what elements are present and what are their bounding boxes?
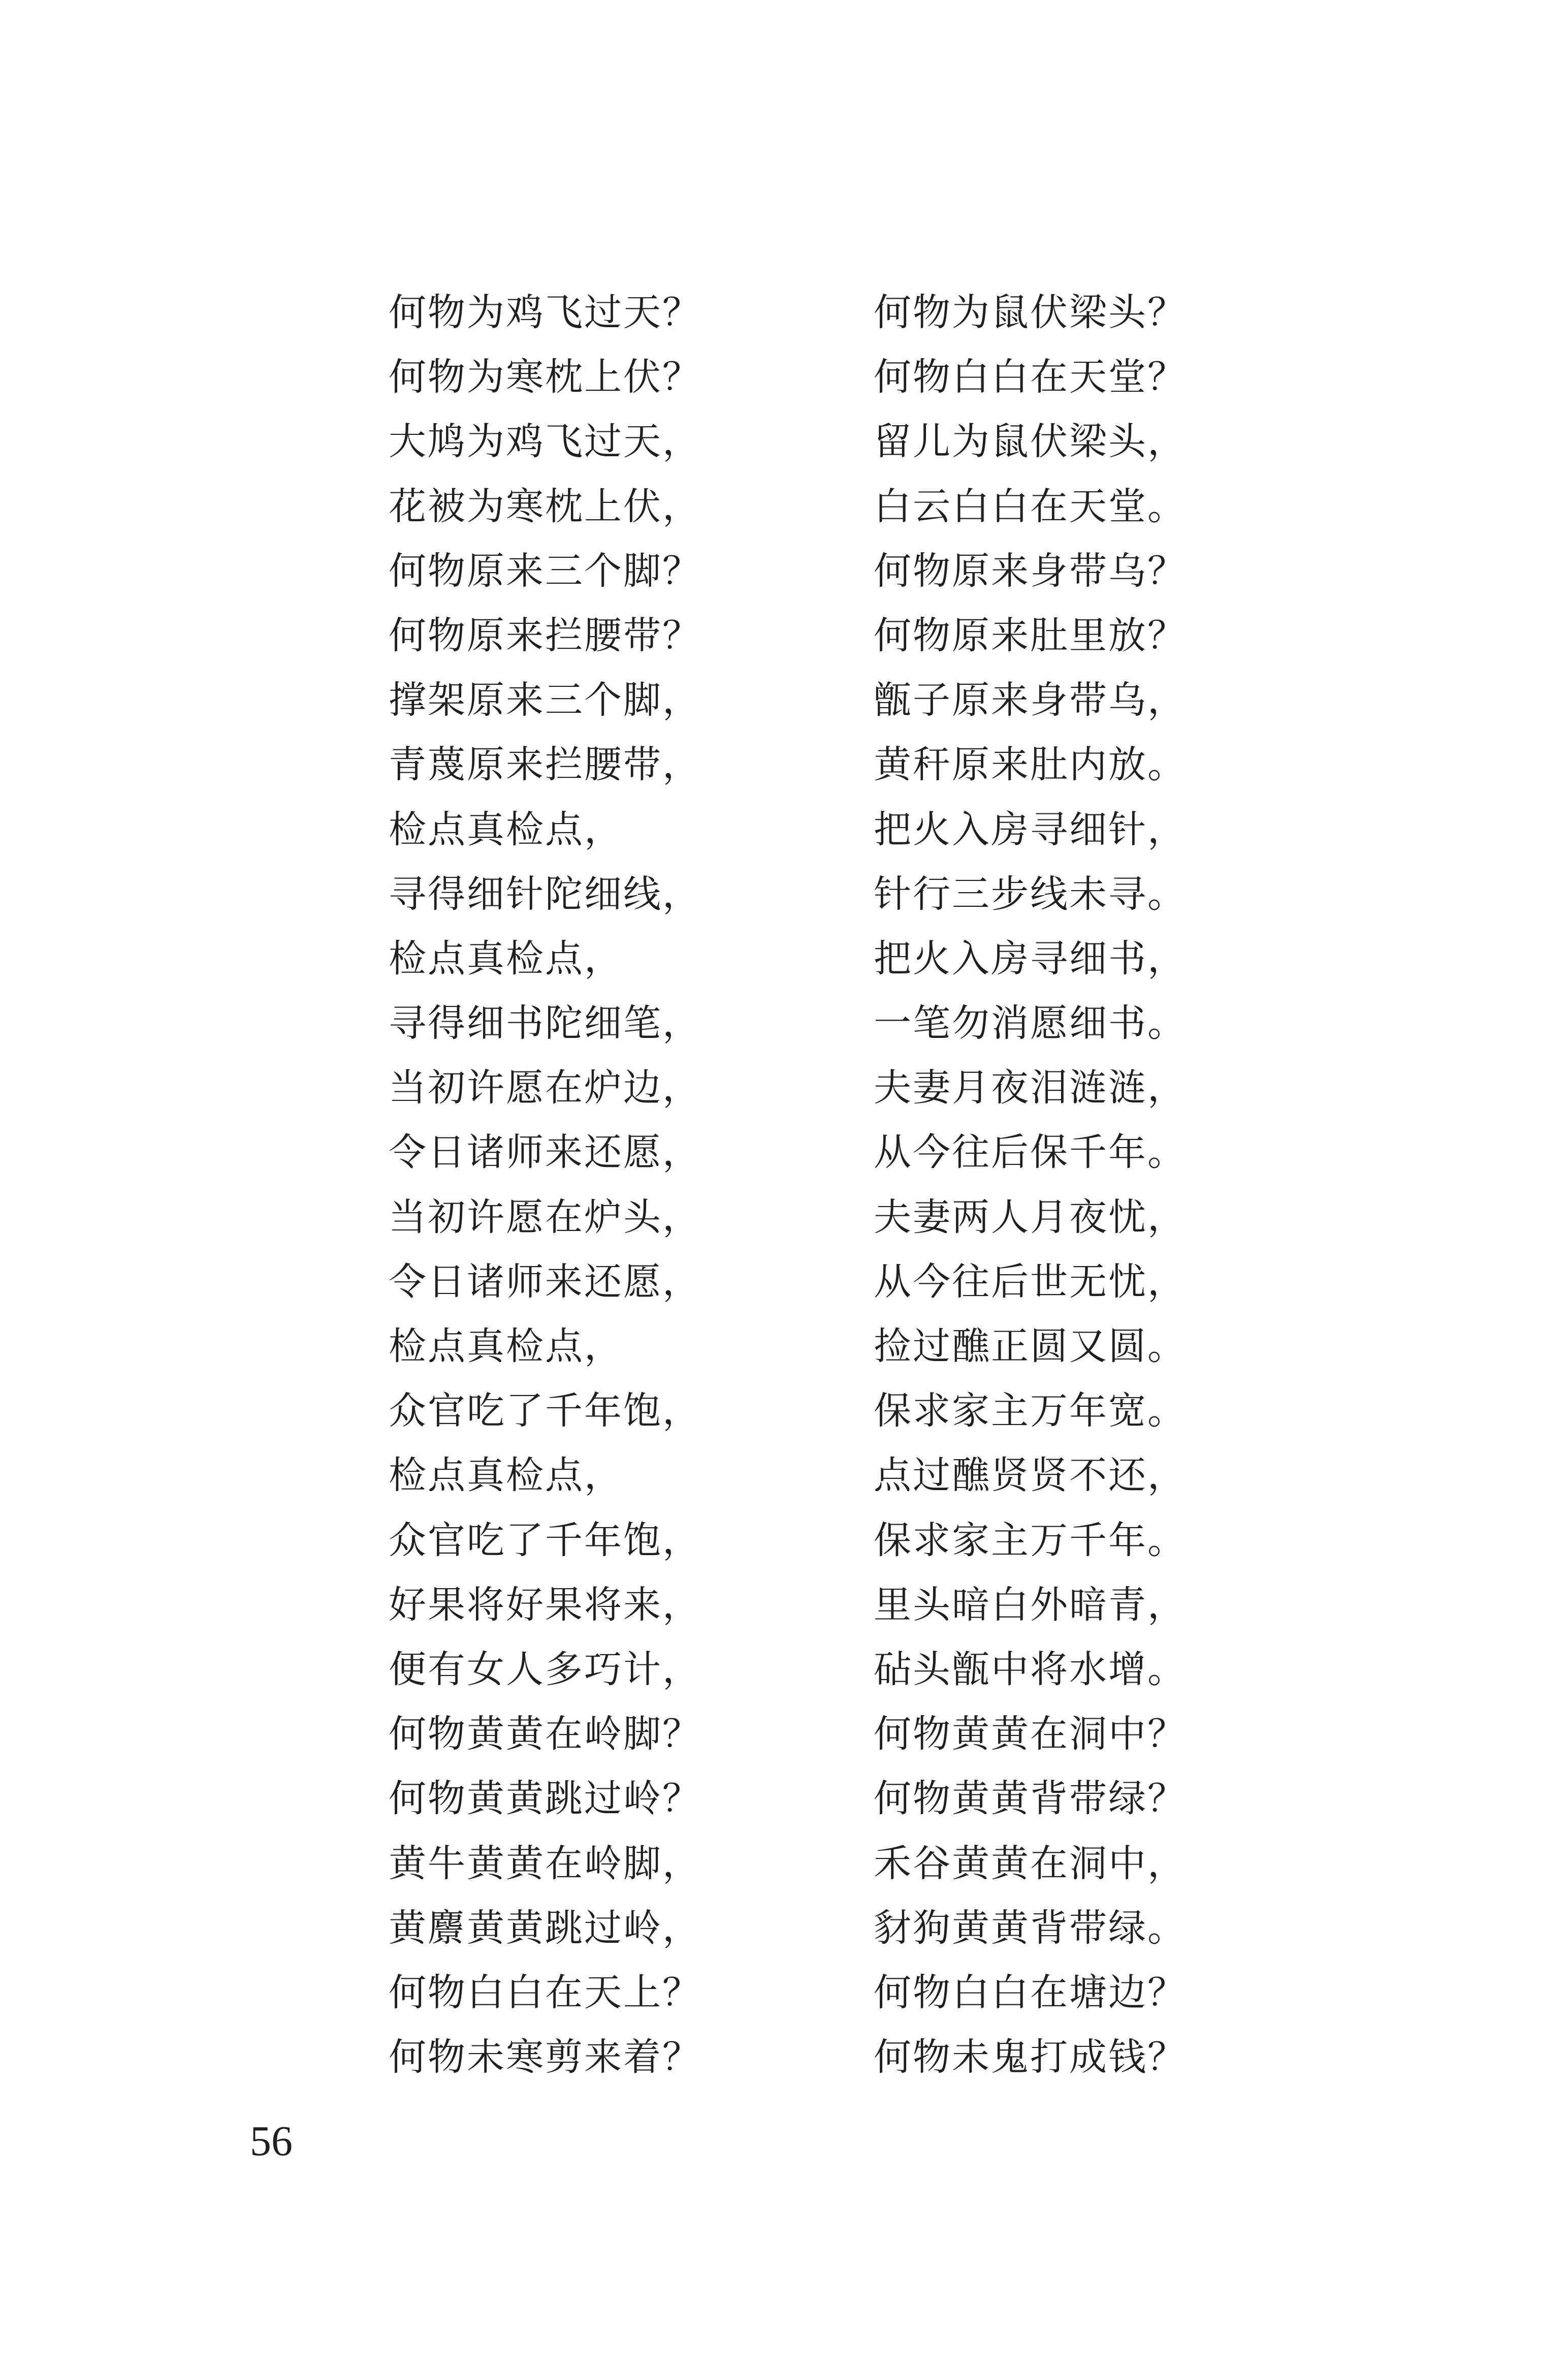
verse-line: 检点真检点， <box>389 1324 623 1368</box>
poem-right-column <box>874 280 1331 2090</box>
verse-line: 何物白白在天上？ <box>389 1970 701 2014</box>
verse-line: 青蔑原来拦腰带， <box>389 743 701 787</box>
verse-line: 捡过醮正圆又圆。 <box>874 1324 1187 1368</box>
verse-line: 令日诸师来还愿， <box>389 1130 701 1175</box>
verse-line: 大鸠为鸡飞过天， <box>389 420 701 464</box>
verse-line: 众官吃了千年饱， <box>389 1389 701 1433</box>
verse-line: 甑子原来身带乌， <box>874 678 1187 722</box>
verse-line: 何物白白在天堂？ <box>874 355 1187 399</box>
verse-line: 何物黄黄背带绿？ <box>874 1777 1187 1821</box>
verse-line: 何物原来肚里放？ <box>874 613 1187 657</box>
verse-line: 寻得细书陀细笔， <box>389 1001 701 1046</box>
verse-line: 白云白白在天堂。 <box>874 484 1187 528</box>
poem-left-column <box>389 280 846 2090</box>
verse-line: 留儿为鼠伏梁头， <box>874 420 1187 464</box>
verse-line: 何物黄黄在岭脚？ <box>389 1712 701 1756</box>
verse-line: 夫妻两人月夜忧， <box>874 1195 1187 1239</box>
verse-line: 从今往后世无忧， <box>874 1259 1187 1304</box>
verse-line: 何物未鬼打成钱？ <box>874 2035 1187 2079</box>
verse-line: 何物黄黄跳过岭？ <box>389 1777 701 1821</box>
verse-line: 一笔勿消愿细书。 <box>874 1001 1187 1046</box>
verse-line: 何物未寒剪来着？ <box>389 2035 701 2079</box>
verse-line: 检点真检点， <box>389 807 623 851</box>
verse-line: 豺狗黄黄背带绿。 <box>874 1906 1187 1950</box>
verse-line: 撑架原来三个脚， <box>389 678 701 722</box>
verse-line: 保求家主万千年。 <box>874 1518 1187 1562</box>
verse-line: 黄秆原来肚内放。 <box>874 743 1187 787</box>
verse-line: 何物原来身带乌？ <box>874 549 1187 593</box>
verse-line: 夫妻月夜泪涟涟， <box>874 1066 1187 1110</box>
verse-line: 何物为寒枕上伏？ <box>389 355 701 399</box>
verse-line: 针行三步线未寻。 <box>874 872 1187 916</box>
page-number: 56 <box>250 2118 293 2165</box>
verse-line: 当初许愿在炉头， <box>389 1195 701 1239</box>
verse-line: 好果将好果将来， <box>389 1583 701 1627</box>
verse-line: 点过醮贤贤不还， <box>874 1454 1187 1498</box>
verse-line: 把火入房寻细书， <box>874 936 1187 981</box>
verse-line: 保求家主万年宽。 <box>874 1389 1187 1433</box>
verse-line: 当初许愿在炉边， <box>389 1066 701 1110</box>
verse-line: 便有女人多巧计， <box>389 1647 701 1691</box>
verse-line: 黄麖黄黄跳过岭， <box>389 1906 701 1950</box>
verse-line: 何物原来拦腰带？ <box>389 613 701 657</box>
verse-line: 花被为寒枕上伏， <box>389 484 701 528</box>
verse-line: 何物白白在塘边？ <box>874 1970 1187 2014</box>
verse-line: 检点真检点， <box>389 936 623 981</box>
verse-line: 何物黄黄在洞中？ <box>874 1712 1187 1756</box>
verse-line: 里头暗白外暗青， <box>874 1583 1187 1627</box>
verse-line: 何物原来三个脚？ <box>389 549 701 593</box>
verse-line: 把火入房寻细针， <box>874 807 1187 851</box>
verse-line: 检点真检点， <box>389 1454 623 1498</box>
verse-line: 砧头甑中将水增。 <box>874 1647 1187 1691</box>
verse-line: 令日诸师来还愿， <box>389 1259 701 1304</box>
verse-line: 寻得细针陀细线， <box>389 872 701 916</box>
verse-line: 众官吃了千年饱， <box>389 1518 701 1562</box>
verse-line: 禾谷黄黄在洞中， <box>874 1841 1187 1885</box>
verse-line: 何物为鸡飞过天？ <box>389 291 701 334</box>
verse-line: 从今往后保千年。 <box>874 1130 1187 1175</box>
verse-line: 何物为鼠伏梁头？ <box>874 291 1187 334</box>
verse-line: 黄牛黄黄在岭脚， <box>389 1841 701 1885</box>
